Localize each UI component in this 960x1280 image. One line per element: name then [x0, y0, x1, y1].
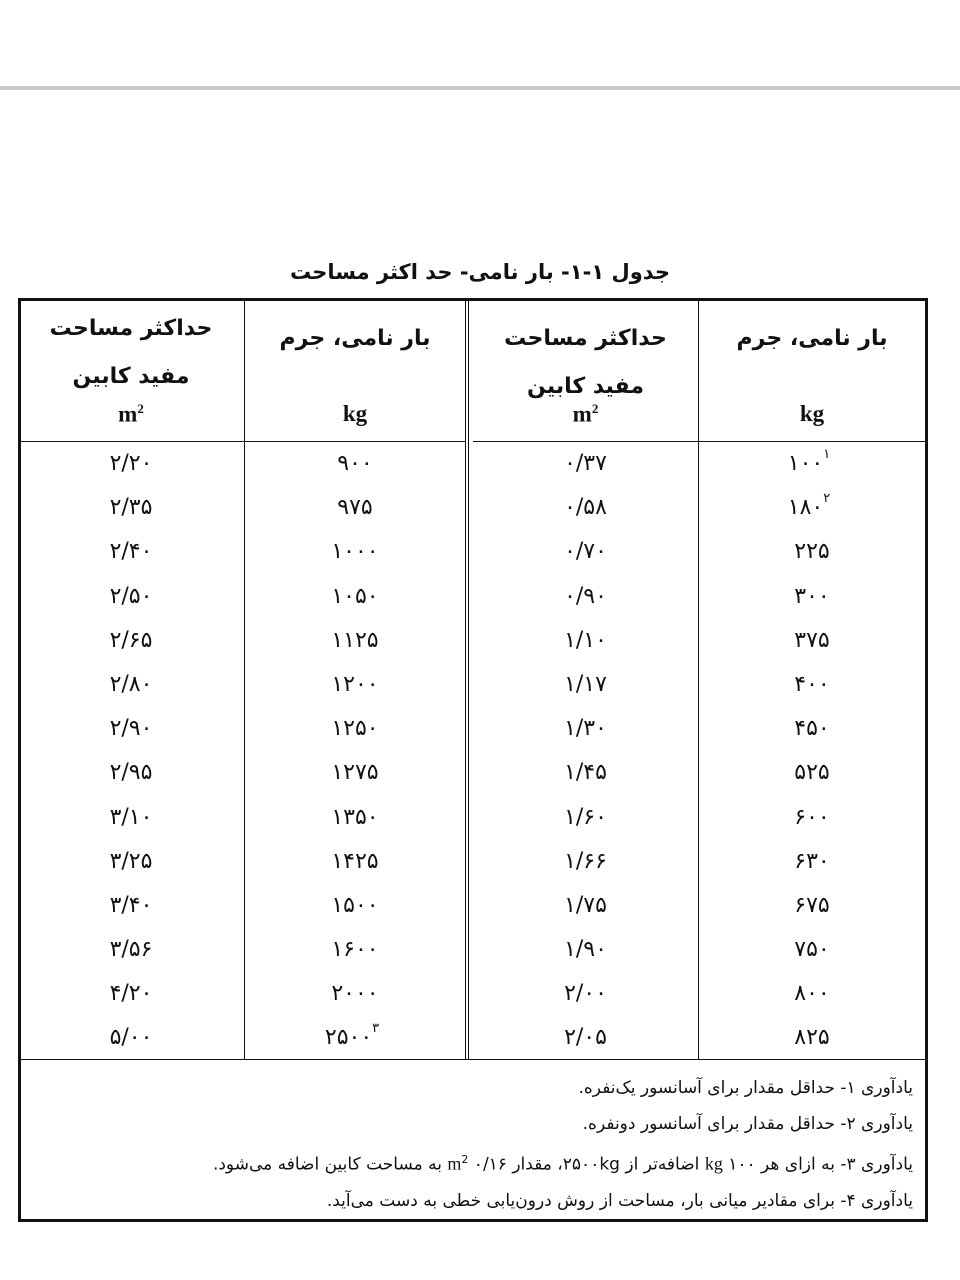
cell-value: ۶۳۰: [794, 848, 830, 874]
note-3-exp: 2: [461, 1153, 469, 1166]
header-area-line1-2: حداکثر مساحت: [49, 316, 213, 341]
cell-value: ۴/۲۰: [109, 981, 153, 1007]
table-cell: [473, 796, 698, 840]
cell-value: ۱۲۵۰: [331, 716, 379, 742]
load-area-table: [18, 298, 928, 1222]
header-load-unit-2: kg: [342, 401, 368, 426]
table-cell: [245, 707, 465, 751]
note-3-kg: kg: [704, 1153, 723, 1174]
cell-value: ۶۰۰: [794, 804, 830, 830]
cell-value: ۱۰۰۰: [331, 539, 379, 565]
header-load-label: بار نامی، جرم: [736, 326, 888, 351]
table-cell: [699, 884, 925, 928]
table-cell: [18, 1016, 244, 1060]
header-load-label-2: بار نامی، جرم: [279, 326, 431, 351]
cells-load-2: [245, 442, 465, 1061]
table-cell: [18, 619, 244, 663]
cell-value: ۳۰۰: [794, 583, 830, 609]
table-cell: [699, 486, 925, 530]
table-cell: [699, 707, 925, 751]
table-cell: [245, 928, 465, 972]
notes-section: [21, 1059, 925, 1219]
cell-value: ۱/۱۷: [564, 671, 607, 697]
cell-value: ۱۶۰۰: [331, 937, 379, 963]
cell-value: ۴۰۰: [794, 671, 830, 697]
column-area-2: [18, 301, 245, 1059]
header-area-unit-2: [18, 401, 244, 428]
table-cell: [245, 486, 465, 530]
table-cell: [699, 928, 925, 972]
cell-value: ۲/۵۰: [109, 583, 153, 609]
header-area-1: [473, 301, 698, 442]
cell-value: ۰/۵۸: [564, 495, 607, 521]
cell-value: ۳/۴۰: [109, 892, 153, 918]
cell-value: ۲/۶۵: [109, 627, 153, 653]
cell-value: ۲/۹۰: [109, 716, 153, 742]
cell-value: ۳۷۵: [794, 627, 830, 653]
note-3-part-b: ۱۰۰ اضافه‌تر از: [619, 1154, 756, 1175]
table-cell: [245, 442, 465, 486]
table-cell: [699, 796, 925, 840]
table-cell: [699, 972, 925, 1016]
cell-value: ۹۷۵: [337, 495, 373, 521]
table-cell: [473, 442, 698, 486]
header-area-line2-2: مفید کابین: [72, 364, 190, 389]
cell-value: ۰/۷۰: [564, 539, 607, 565]
table-cell: [473, 707, 698, 751]
table-cell: [473, 928, 698, 972]
cell-value: ۱/۶۶: [564, 848, 607, 874]
top-divider: [0, 86, 960, 90]
column-load-2: [245, 301, 469, 1059]
cell-value: ۱/۱۰: [564, 627, 607, 653]
cell-value: ۱۰۵۰: [331, 583, 379, 609]
cell-value: ۱۵۰۰: [331, 892, 379, 918]
area-unit-exp: 2: [591, 401, 599, 416]
footnote-mark: ۳: [372, 1021, 380, 1037]
cell-value: ۲۲۵: [794, 539, 830, 565]
cell-value: ۲/۰۰: [564, 981, 607, 1007]
cell-value: ۷۵۰: [794, 937, 830, 963]
note-3-part-c: ، مقدار: [506, 1154, 563, 1175]
cell-value: ۱۱۲۵: [331, 627, 379, 653]
table-cell: [245, 840, 465, 884]
table-cell: [245, 530, 465, 574]
header-area-line2: مفید کابین: [527, 374, 644, 399]
table-cell: [245, 619, 465, 663]
table-cell: [18, 884, 244, 928]
table-caption: جدول ۱-۱- بار نامی- حد اکثر مساحت: [289, 260, 671, 284]
cell-value: ۱۳۵۰: [331, 804, 379, 830]
cell-value: ۲/۴۰: [109, 539, 153, 565]
table-cell: [18, 972, 244, 1016]
cell-value: ۲۵۰۰: [324, 1025, 373, 1051]
cell-value: ۴۵۰: [794, 716, 830, 742]
cell-value: ۳/۲۵: [109, 848, 153, 874]
header-load-1: [699, 301, 925, 442]
cell-value: ۱/۹۰: [564, 937, 607, 963]
cell-value: ۲/۲۰: [109, 451, 153, 476]
table-cell: [473, 619, 698, 663]
note-2: یادآوری ۲- حداقل مقدار برای آسانسور دونفره.: [582, 1114, 913, 1134]
header-area-unit: [473, 401, 698, 428]
cell-value: ۵۲۵: [794, 760, 830, 786]
column-area-1: [473, 301, 699, 1059]
table-cell: [699, 663, 925, 707]
cell-value: ۹۰۰: [337, 451, 373, 476]
cells-area-1: [473, 442, 698, 1061]
footnote-mark: ۱: [823, 447, 831, 462]
cell-value: ۱۸۰: [787, 495, 824, 521]
table-cell: [18, 663, 244, 707]
table-cell: [245, 972, 465, 1016]
table-cell: [473, 530, 698, 574]
cell-value: ۵/۰۰: [109, 1025, 153, 1051]
table-cell: [699, 751, 925, 795]
header-area-2: [18, 301, 244, 442]
table-cell: [245, 575, 465, 619]
table-cell: [18, 530, 244, 574]
cell-value: ۱/۳۰: [564, 716, 607, 742]
cell-value: ۳/۵۶: [109, 937, 153, 963]
area-unit-exp-2: 2: [137, 401, 144, 416]
cell-value: ۱۲۷۵: [331, 760, 379, 786]
area-unit-base: m: [572, 401, 592, 427]
note-4: یادآوری ۴- برای مقادیر میانی بار، مساحت از روش درون‌یابی خطی به دست می‌آید.: [326, 1190, 913, 1211]
note-3: [21, 1142, 913, 1183]
area-unit-base-2: m: [118, 401, 138, 427]
cell-value: ۱۴۲۵: [331, 848, 379, 874]
note-3-part-d: ۰/۱۶ به مساحت کابین اضافه می‌شود.: [212, 1154, 507, 1175]
cell-value: ۸۰۰: [794, 981, 830, 1007]
table-cell: [18, 442, 244, 486]
header-area-label: [473, 315, 698, 411]
table-cell: [699, 442, 925, 486]
note-3-m: m: [447, 1153, 462, 1174]
table-cell: [473, 840, 698, 884]
table-cell: [18, 575, 244, 619]
cell-value: ۱/۴۵: [564, 760, 607, 786]
table-cell: [18, 486, 244, 530]
table-cell: [699, 575, 925, 619]
cell-value: ۰/۳۷: [564, 451, 607, 476]
table-cell: [699, 530, 925, 574]
table-cell: [473, 884, 698, 928]
cell-value: ۲۰۰۰: [331, 981, 379, 1007]
note-1: یادآوری ۱- حداقل مقدار برای آسانسور یک‌نفره.: [578, 1078, 913, 1098]
cells-area-2: [18, 442, 244, 1061]
column-load-1: [699, 301, 925, 1059]
table-cell: [473, 575, 698, 619]
cell-value: ۰/۹۰: [564, 583, 607, 609]
table-cell: [699, 840, 925, 884]
table-cell: [699, 1016, 925, 1060]
cell-value: ۱/۶۰: [564, 804, 607, 830]
header-load-unit: kg: [799, 401, 825, 426]
cell-value: ۸۲۵: [794, 1025, 830, 1051]
table-cell: [18, 840, 244, 884]
table-cell: [18, 928, 244, 972]
cell-value: ۶۷۵: [794, 892, 830, 918]
cell-value: ۱۰۰: [787, 451, 824, 476]
table-cell: [473, 751, 698, 795]
table-cell: [699, 619, 925, 663]
table-cell: [18, 751, 244, 795]
table-cell: [245, 751, 465, 795]
note-3-part-a: یادآوری ۳- به ازای هر: [755, 1154, 913, 1175]
footnote-mark: ۲: [823, 491, 831, 507]
cell-value: ۲/۸۰: [109, 671, 153, 697]
table-cell: [473, 663, 698, 707]
cell-value: ۳/۱۰: [109, 804, 153, 830]
cell-value: ۲/۰۵: [564, 1025, 607, 1051]
table-cell: [245, 796, 465, 840]
cell-value: ۱/۷۵: [564, 892, 607, 918]
table-cell: [473, 486, 698, 530]
cells-load-1: [699, 442, 925, 1061]
table-cell: [473, 972, 698, 1016]
table-cell: [245, 663, 465, 707]
header-load-2: [245, 301, 465, 442]
cell-value: ۲/۹۵: [109, 760, 153, 786]
cell-value: ۱۲۰۰: [331, 671, 379, 697]
cell-value: ۲/۳۵: [109, 495, 153, 521]
table-cell: [245, 884, 465, 928]
table-cell: [245, 1016, 465, 1060]
table-cell: [18, 796, 244, 840]
table-cell: [18, 707, 244, 751]
table-cell: [473, 1016, 698, 1060]
note-3-kg-2500: ۲۵۰۰kg: [562, 1154, 620, 1175]
header-area-line1: حداکثر مساحت: [504, 326, 667, 351]
header-area-label-2: [18, 305, 244, 401]
